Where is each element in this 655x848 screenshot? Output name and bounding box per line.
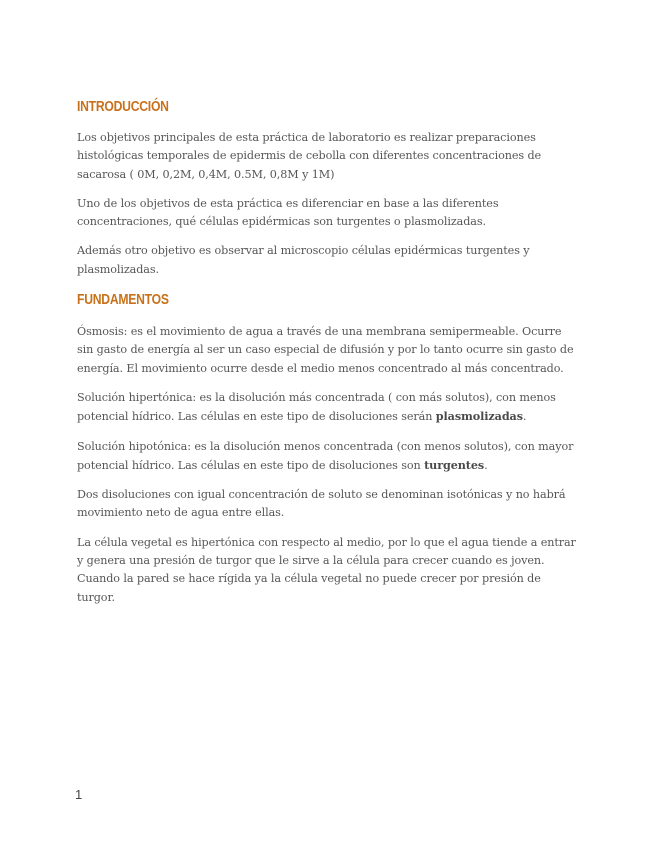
fund-paragraph-hipotonica: [77, 438, 577, 476]
fund-paragraph-osmosis: Ósmosis: es el movimiento de agua a través de una membrana semipermeable. Ocurre sin gasto de energía al ser un caso especial de difusión y por lo tanto ocurre sin gasto de energía. El movimiento ocurre desde el medio menos concentrado al más concentrado.: [77, 325, 574, 375]
intro-paragraph-objetivos: Los objetivos principales de esta práctica de laboratorio es realizar preparaciones histológicas temporales de epidermis de cebolla con diferentes concentraciones de sacarosa ( 0M, 0,2M, 0,4M, 0.5M, 0,8M y 1M): [77, 131, 542, 181]
fund-paragraph-isotonicas: Dos disoluciones con igual concentración de soluto se denominan isotónicas y no habrá movimiento neto de agua entre ellas.: [77, 488, 566, 520]
hipertonica-bold-term: plasmolizadas: [435, 409, 523, 424]
hipotonica-end: .: [484, 458, 488, 472]
hipertonica-end: .: [522, 410, 527, 424]
heading-fundamentos: FUNDAMENTOS: [77, 292, 169, 309]
fund-paragraph-hipertonica: [77, 389, 577, 427]
hipotonica-bold-term: turgentes: [424, 457, 485, 472]
page-number: 1: [75, 787, 83, 802]
intro-paragraph-diferenciar: Uno de los objetivos de esta práctica es diferenciar en base a las diferentes concentraciones, qué células epidérmicas son turgentes o plasmolizadas.: [77, 196, 499, 229]
fund-paragraph-celula-vegetal: La célula vegetal es hipertónica con respecto al medio, por lo que el agua tiende a entrar y genera una presión de turgor que le sirve a la célula para crecer cuando es joven. Cuando la pared se hace rígida ya la célula vegetal no puede crecer por presión de turgor.: [77, 535, 576, 604]
heading-introduccion: INTRODUCCIÓN: [77, 99, 169, 115]
hipotonica-text: Solución hipotónica: es la disolución menos concentrada (con menos solutos), con mayor potencial hídrico. Las células en este tipo de disoluciones son: [77, 439, 574, 472]
section-fundamentos: [77, 292, 577, 607]
section-introduccion: [77, 99, 577, 279]
hipertonica-text: Solución hipertónica: es la disolución más concentrada ( con más solutos), con menos potencial hídrico. Las células en este tipo de disoluciones serán: [77, 390, 556, 424]
page-content: [77, 99, 577, 607]
intro-paragraph-observar: Además otro objetivo es observar al microscopio células epidérmicas turgentes y plasmolizadas.: [77, 244, 530, 276]
